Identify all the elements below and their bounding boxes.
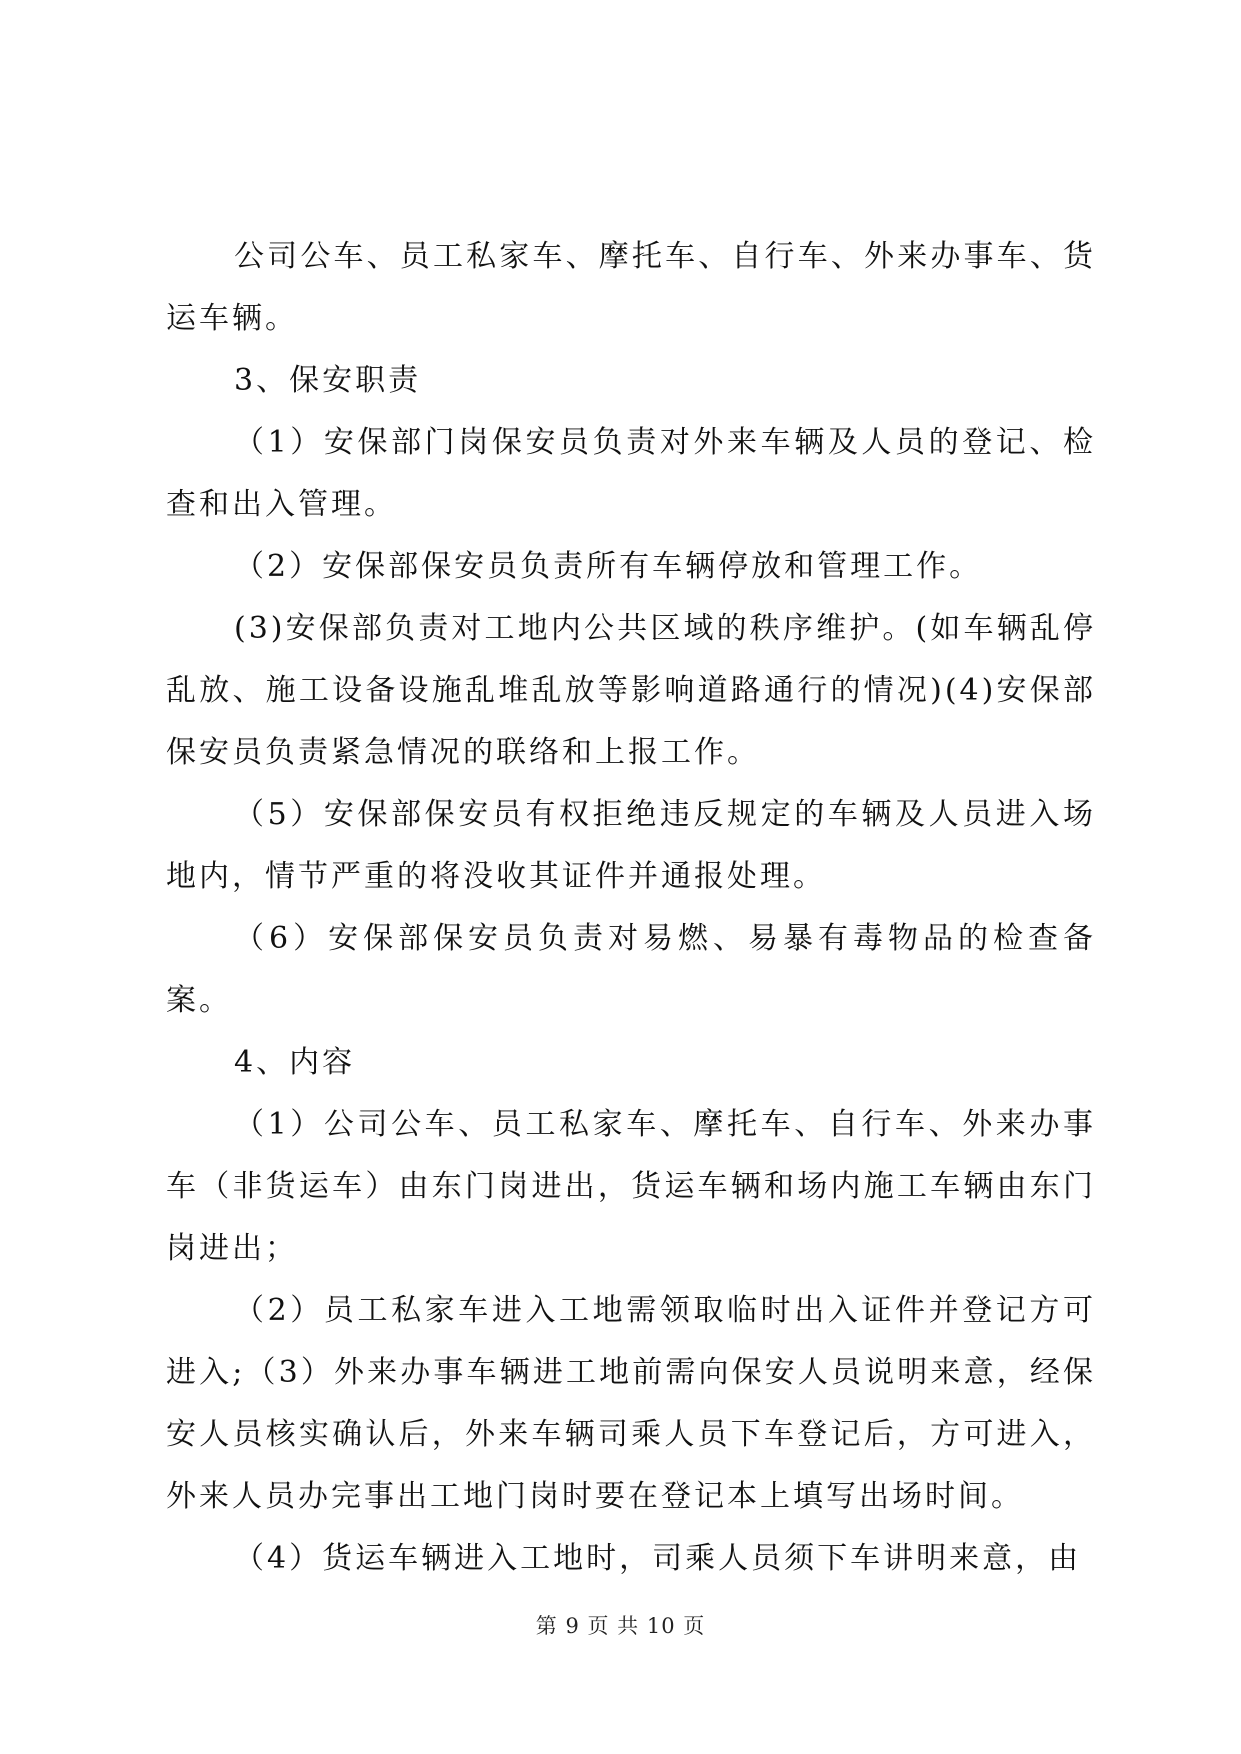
paragraph-duty-6: （6）安保部保安员负责对易燃、易暴有毒物品的检查备案。 (166, 921, 1096, 1018)
page-number-footer: 第 9 页 共 10 页 (535, 1614, 706, 1638)
paragraph-content-4: （4）货运车辆进入工地时，司乘人员须下车讲明来意，由 (234, 1541, 1082, 1576)
paragraph-duty-2: （2）安保部保安员负责所有车辆停放和管理工作。 (234, 549, 983, 584)
paragraph-vehicle-types: 公司公车、员工私家车、摩托车、自行车、外来办事车、货运车辆。 (166, 239, 1096, 336)
paragraph-content-2-3: （2）员工私家车进入工地需领取临时出入证件并登记方可进入;（3）外来办事车辆进工地前需向保安人员说明来意，经保安人员核实确认后，外来车辆司乘人员下车登记后，方可进入，外来人员办完事出工地门岗时要在登记本上填写出场时间。 (166, 1293, 1096, 1514)
document-body (166, 226, 1096, 1590)
heading-content: 4、内容 (234, 1045, 356, 1080)
paragraph-duty-1: （1）安保部门岗保安员负责对外来车辆及人员的登记、检查和出入管理。 (166, 425, 1096, 522)
paragraph-duty-5: （5）安保部保安员有权拒绝违反规定的车辆及人员进入场地内，情节严重的将没收其证件并通报处理。 (166, 797, 1096, 894)
paragraph-content-1: （1）公司公车、员工私家车、摩托车、自行车、外来办事车（非货运车）由东门岗进出，货运车辆和场内施工车辆由东门岗进出； (166, 1107, 1096, 1266)
paragraph-duty-3-4: (3)安保部负责对工地内公共区域的秩序维护。(如车辆乱停乱放、施工设备设施乱堆乱放等影响道路通行的情况)(4)安保部保安员负责紧急情况的联络和上报工作。 (166, 611, 1096, 770)
heading-security-duties: 3、保安职责 (234, 363, 422, 398)
